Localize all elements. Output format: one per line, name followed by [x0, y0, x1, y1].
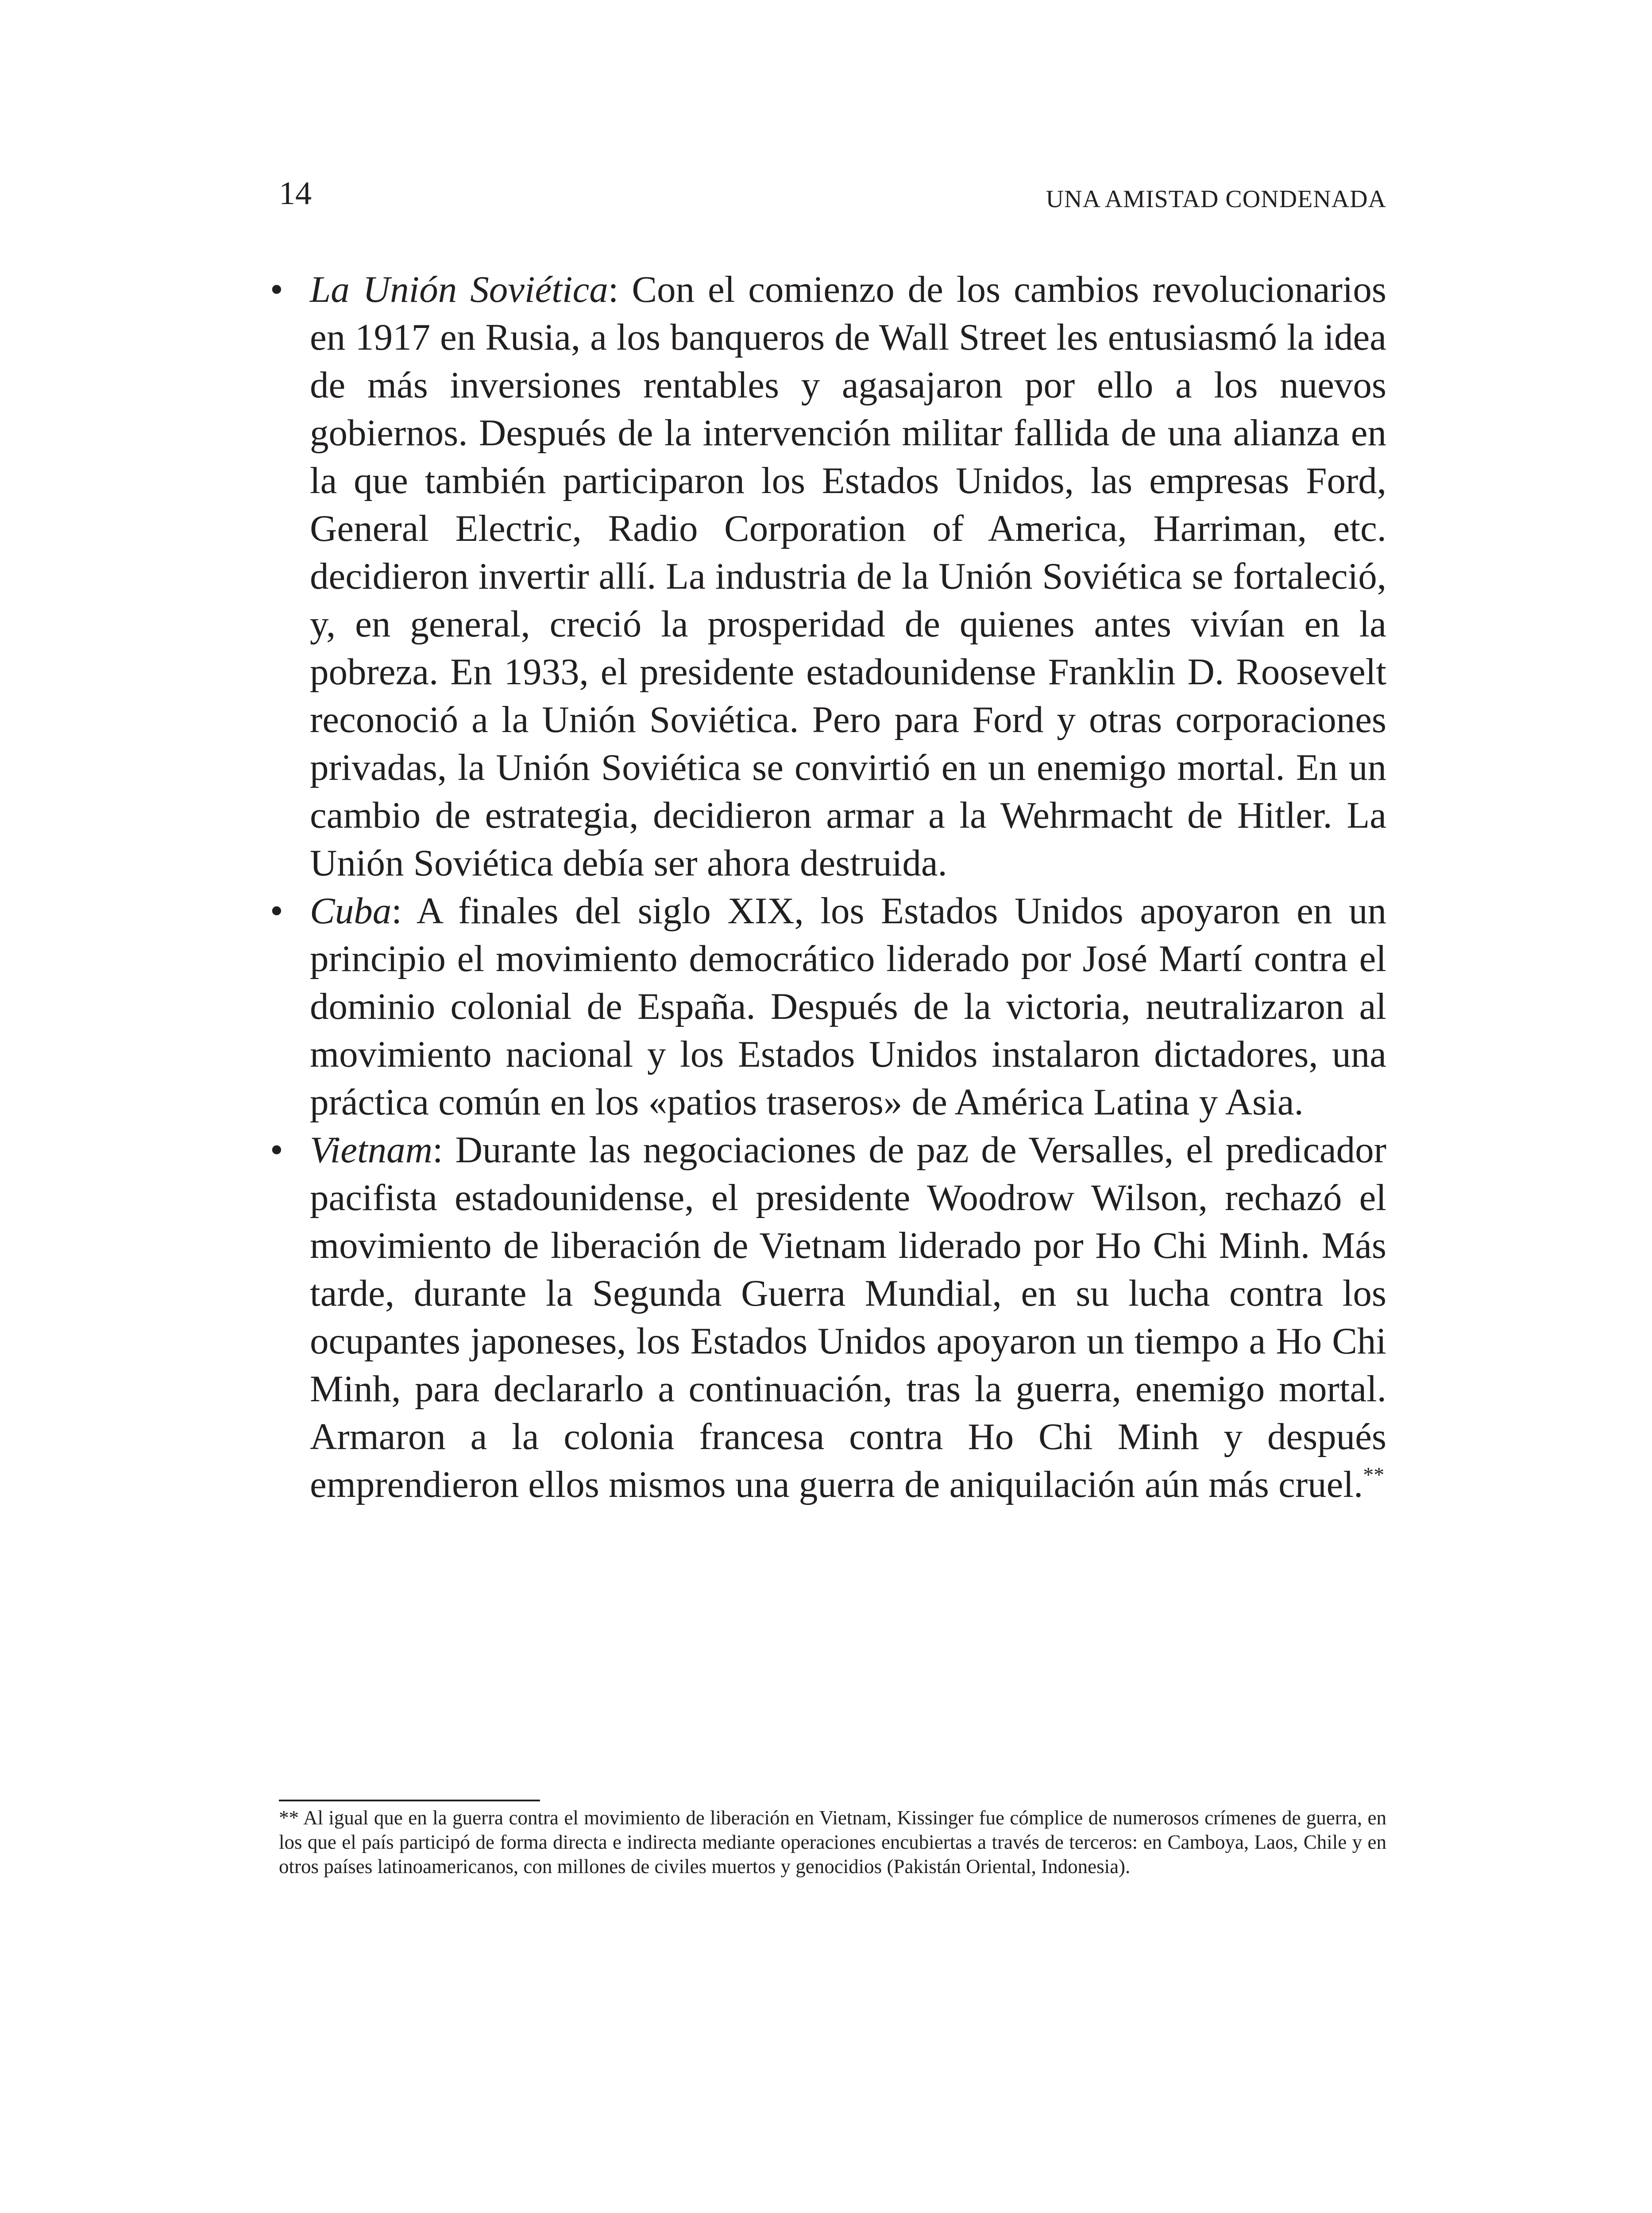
item-text: : Durante las negociaciones de paz de Versalles, el predicador pacifista estadounidense, el presidente Woodrow Wilson, rechazó el movimiento de liberación de Vietnam liderado por Ho Chi Minh. Más tarde, durante la Segunda Guerra Mundial, en su lucha contra los ocupantes japoneses, los Estados Unidos apoyaron un tiempo a Ho Chi Minh, para declararlo a continuación, tras la guerra, enemigo mortal. Armaron a la colonia francesa contra Ho Chi Minh y después emprendieron ellos mismos una guerra de aniquilación aún más cruel.	[310, 1129, 1386, 1505]
page-number: 14	[279, 175, 312, 212]
bullet-icon: •	[270, 1129, 283, 1171]
footnote: ** Al igual que en la guerra contra el movimiento de liberación en Vietnam, Kissinger fue cómplice de numerosos crímenes de guerra, en los que el país participó de forma directa e indirecta mediante operaciones encubiertas a través de terceros: en Camboya, Laos, Chile y en otros países latinoamericanos, con millones de civiles muertos y genocidios (Pakistán Oriental, Indonesia).	[279, 1807, 1386, 1878]
list-item-vietnam	[270, 1126, 1386, 1508]
bullet-list	[270, 266, 1386, 1508]
item-text: : Con el comienzo de los cambios revolucionarios en 1917 en Rusia, a los banqueros de Wall Street les entusiasmó la idea de más inversiones rentables y agasajaron por ello a los nuevos gobiernos. Después de la intervención militar fallida de una alianza en la que también participaron los Estados Unidos, las empresas Ford, General Electric, Radio Corporation of America, Harriman, etc. decidieron invertir allí. La industria de la Unión Soviética se fortaleció, y, en general, creció la prosperidad de quienes antes vivían en la pobreza. En 1933, el presidente estadounidense Franklin D. Roosevelt reconoció a la Unión Soviética. Pero para Ford y otras corporaciones privadas, la Unión Soviética se convirtió en un enemigo mortal. En un cambio de estrategia, decidieron armar a la Wehrmacht de Hitler. La Unión Soviética debía ser ahora destruida.	[310, 269, 1386, 884]
bullet-icon: •	[270, 890, 283, 932]
footnote-separator	[279, 1800, 540, 1801]
footnote-reference[interactable]: **	[1363, 1463, 1385, 1487]
item-term: La Unión Soviética	[310, 269, 608, 310]
list-item-cuba	[270, 887, 1386, 1126]
item-text: : A finales del siglo XIX, los Estados Unidos apoyaron en un principio el movimiento democrático liderado por José Martí contra el dominio colonial de España. Después de la victoria, neutralizaron al movimiento nacional y los Estados Unidos instalaron dictadores, una práctica común en los «patios traseros» de América Latina y Asia.	[310, 890, 1386, 1123]
item-term: Vietnam	[310, 1129, 432, 1171]
list-item-union-sovietica	[270, 266, 1386, 887]
bullet-icon: •	[270, 269, 283, 310]
item-term: Cuba	[310, 890, 392, 932]
running-head: UNA AMISTAD CONDENADA	[1046, 185, 1386, 213]
